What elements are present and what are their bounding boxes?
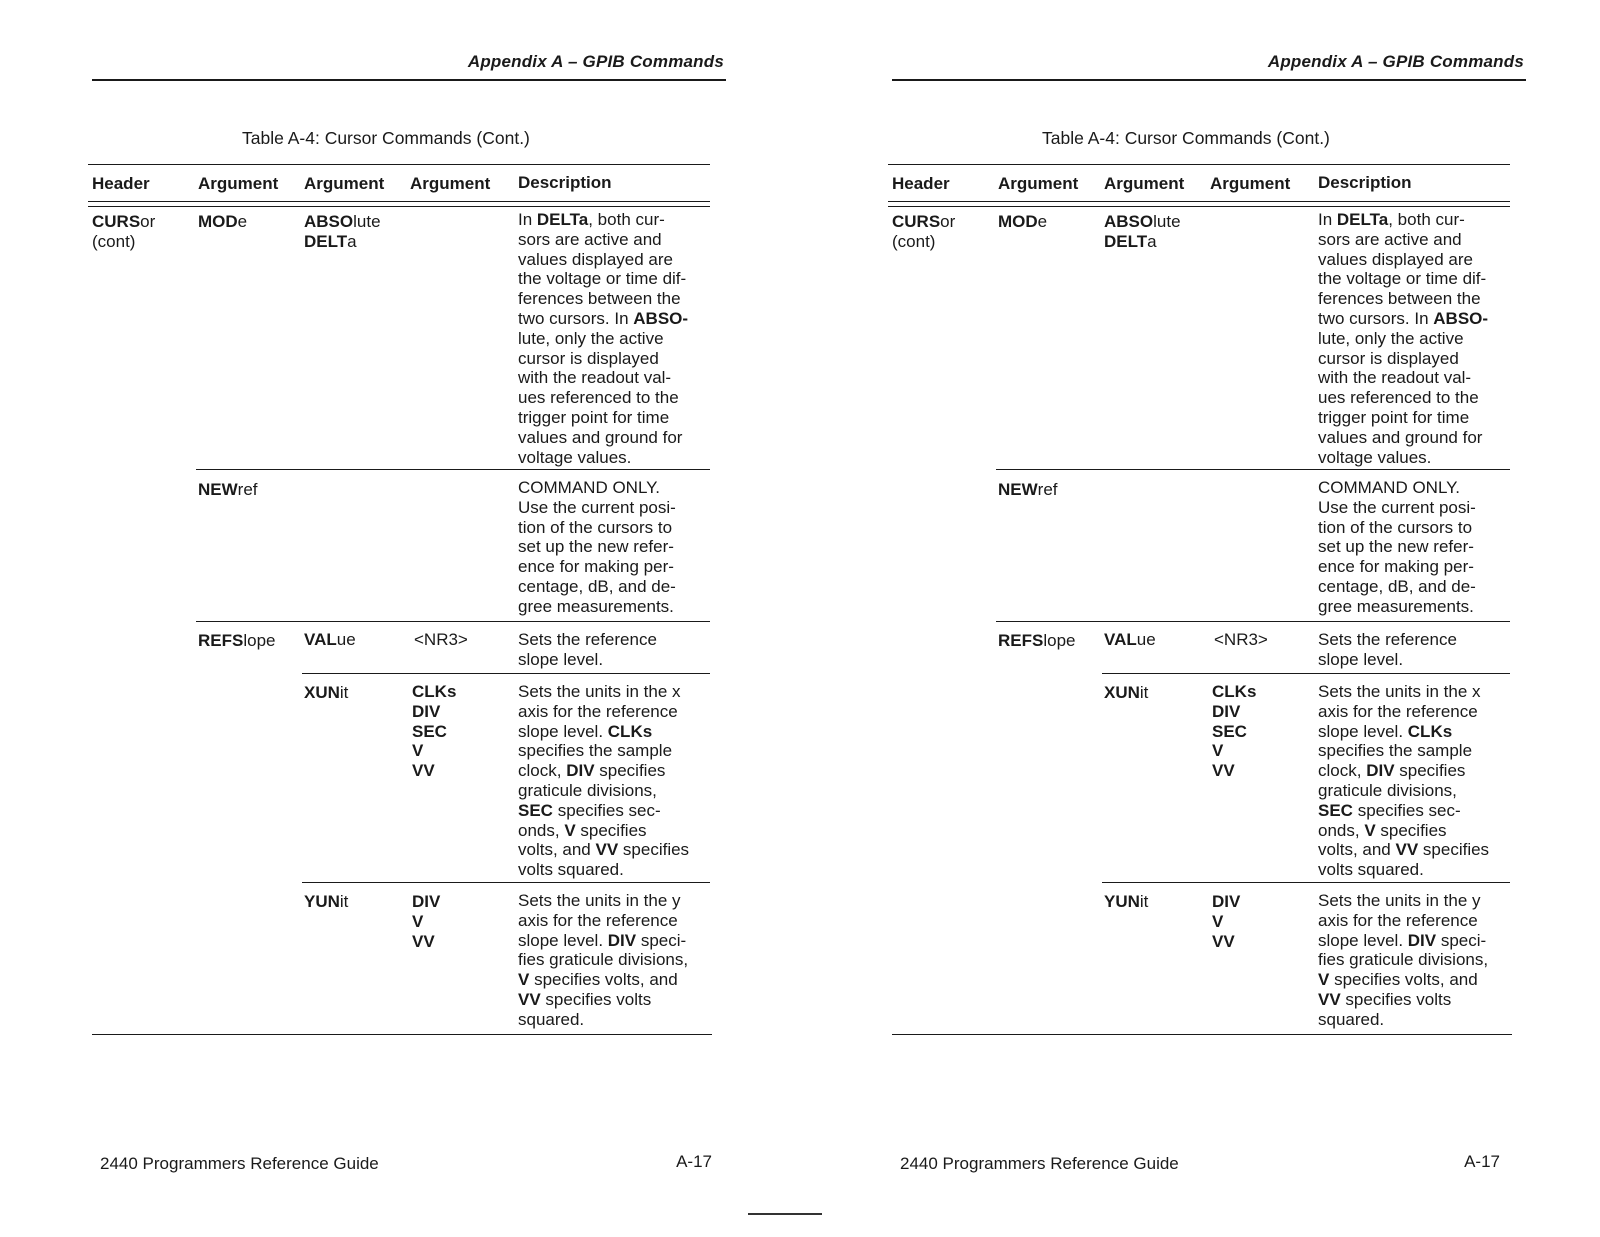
row-mode-description: [518, 210, 688, 467]
row-separator: [1102, 882, 1510, 883]
description-line: lute, only the active: [518, 328, 664, 348]
table-top-rule: [88, 164, 710, 165]
running-head: Appendix A – GPIB Commands: [1267, 52, 1524, 71]
column-header-rule-1: [888, 201, 1510, 202]
description-line: onds, V specifies: [1318, 820, 1447, 840]
row-newref-description: [518, 478, 676, 617]
description-line: two cursors. In ABSO-: [1318, 308, 1489, 328]
table-caption: Table A-4: Cursor Commands (Cont.): [1042, 128, 1330, 148]
column-header-argument-1: Argument: [198, 174, 279, 193]
running-head: Appendix A – GPIB Commands: [467, 52, 724, 71]
description-line: slope level. DIV speci-: [518, 930, 687, 950]
row-xunit-arg2: [304, 683, 348, 703]
arg-rest: ue: [336, 630, 356, 649]
description-line: squared.: [518, 1009, 585, 1029]
description-line: cursor is displayed: [1318, 348, 1459, 368]
description-line: Use the current posi-: [1318, 497, 1476, 517]
row-yunit-arg3: [1212, 892, 1240, 951]
description-line: set up the new refer-: [518, 537, 674, 557]
column-header-argument-3: Argument: [1210, 174, 1291, 193]
description-line: Use the current posi-: [518, 497, 676, 517]
unit-option: CLKs: [1212, 682, 1257, 701]
description-line: ues referenced to the: [1318, 388, 1479, 408]
description-line: clock, DIV specifies: [1318, 761, 1466, 781]
unit-option: VV: [412, 761, 435, 781]
row-value-arg3: <NR3>: [414, 630, 468, 649]
arg-bold: ABSO: [304, 212, 354, 231]
description-line: graticule divisions,: [518, 780, 657, 800]
arg-rest: e: [1037, 212, 1048, 231]
arg-bold: MOD: [998, 212, 1038, 231]
arg-bold: YUN: [304, 892, 340, 911]
column-header-rule-1: [88, 201, 710, 202]
description-line: axis for the reference: [1318, 910, 1478, 930]
description-line: axis for the reference: [518, 910, 678, 930]
row-xunit-description: [518, 682, 689, 880]
description-line: set up the new refer-: [1318, 537, 1474, 557]
description-line: gree measurements.: [1318, 596, 1474, 616]
arg-rest: it: [339, 683, 349, 702]
description-line: volts, and VV specifies: [518, 840, 690, 860]
row-mode-arg2: [1104, 212, 1181, 252]
description-line: the voltage or time dif-: [518, 269, 687, 289]
arg-rest: a: [347, 231, 357, 251]
header-cell: [892, 212, 955, 252]
arg-bold: VAL: [1104, 630, 1137, 649]
arg-rest: ref: [237, 480, 258, 499]
description-line: Sets the units in the x: [518, 682, 681, 701]
arg-bold: NEW: [998, 480, 1038, 499]
arg-rest: lute: [353, 212, 381, 231]
description-line: values displayed are: [518, 249, 673, 269]
description-line: Sets the reference: [1318, 630, 1457, 649]
description-line: slope level.: [1318, 649, 1404, 669]
description-line: squared.: [1318, 1009, 1385, 1029]
description-line: SEC specifies sec-: [1318, 800, 1461, 820]
header-cell-cont: (cont): [92, 231, 136, 251]
description-line: values and ground for: [518, 427, 683, 447]
row-newref-arg1: [998, 480, 1058, 500]
table-bottom-rule: [892, 1034, 1512, 1035]
description-line: volts, and VV specifies: [1318, 840, 1490, 860]
arg-rest: it: [339, 892, 349, 911]
arg-rest: lope: [1043, 631, 1076, 650]
description-line: specifies the sample: [1318, 741, 1473, 761]
description-line: Sets the units in the x: [1318, 682, 1481, 701]
row-value-arg3: <NR3>: [1214, 630, 1268, 649]
description-line: Sets the units in the y: [518, 891, 681, 910]
arg-rest: ref: [1037, 480, 1058, 499]
row-xunit-arg2: [1104, 683, 1148, 703]
column-header-argument-2: Argument: [304, 174, 385, 193]
column-header-rule-2: [88, 206, 710, 207]
arg-bold: NEW: [198, 480, 238, 499]
description-line: tion of the cursors to: [1318, 517, 1473, 537]
description-line: centage, dB, and de-: [1318, 576, 1476, 596]
header-rule: [892, 79, 1526, 81]
page-number: A-17: [676, 1152, 712, 1171]
row-xunit-arg3: [1212, 682, 1256, 781]
row-separator: [302, 882, 710, 883]
row-separator: [302, 673, 710, 674]
description-line: COMMAND ONLY.: [1318, 478, 1461, 497]
unit-option: DIV: [412, 701, 441, 721]
row-separator: [196, 621, 710, 622]
description-line: trigger point for time: [1318, 407, 1470, 427]
row-separator: [996, 469, 1510, 470]
unit-option: DIV: [1212, 701, 1241, 721]
arg-bold: ABSO: [1104, 212, 1154, 231]
header-cell-bold: CURS: [92, 212, 141, 231]
description-line: specifies the sample: [518, 741, 673, 761]
row-value-description: [1318, 630, 1457, 670]
unit-option: VV: [1212, 761, 1235, 781]
arg-bold: REFS: [198, 631, 244, 650]
bottom-edge-mark: [748, 1213, 822, 1215]
description-line: In DELTa, both cur-: [518, 210, 665, 229]
description-line: SEC specifies sec-: [518, 800, 661, 820]
arg-bold: MOD: [198, 212, 238, 231]
row-yunit-arg2: [1104, 892, 1148, 912]
arg-rest: lope: [243, 631, 276, 650]
row-mode-arg1: [198, 212, 247, 232]
description-line: ues referenced to the: [518, 388, 679, 408]
row-mode-arg2: [304, 212, 381, 252]
unit-option: DIV: [1212, 892, 1241, 911]
description-line: Sets the reference: [518, 630, 657, 649]
description-line: fies graticule divisions,: [518, 950, 689, 970]
row-yunit-arg3: [412, 892, 440, 951]
header-cell-bold: CURS: [892, 212, 941, 231]
row-value-arg2: [304, 630, 356, 650]
column-header-description: Description: [1318, 173, 1412, 192]
column-header-header: Header: [92, 174, 150, 193]
unit-option: V: [412, 911, 424, 931]
description-line: ence for making per-: [1318, 557, 1474, 577]
arg-bold: VAL: [304, 630, 337, 649]
description-line: lute, only the active: [1318, 328, 1464, 348]
unit-option: V: [1212, 741, 1224, 761]
row-mode-arg1: [998, 212, 1047, 232]
unit-option: CLKs: [412, 682, 457, 701]
arg-bold: XUN: [304, 683, 340, 702]
unit-option: DIV: [412, 892, 441, 911]
header-rule: [92, 79, 726, 81]
column-header-argument-2: Argument: [1104, 174, 1185, 193]
description-line: ence for making per-: [518, 557, 674, 577]
table-top-rule: [888, 164, 1510, 165]
arg-bold: DELT: [1104, 231, 1148, 251]
description-line: volts squared.: [518, 860, 624, 880]
description-line: VV specifies volts: [1318, 989, 1452, 1009]
description-line: V specifies volts, and: [1318, 970, 1478, 990]
unit-option: V: [412, 741, 424, 761]
row-xunit-arg3: [412, 682, 456, 781]
description-line: onds, V specifies: [518, 820, 647, 840]
row-xunit-description: [1318, 682, 1489, 880]
row-yunit-description: [1318, 891, 1488, 1030]
description-line: voltage values.: [1318, 447, 1432, 467]
arg-bold: REFS: [998, 631, 1044, 650]
arg-bold: YUN: [1104, 892, 1140, 911]
page-number: A-17: [1464, 1152, 1500, 1171]
description-line: slope level.: [518, 649, 604, 669]
header-cell-rest: or: [140, 212, 156, 231]
arg-rest: e: [237, 212, 248, 231]
description-line: gree measurements.: [518, 596, 674, 616]
arg-rest: lute: [1153, 212, 1181, 231]
description-line: with the readout val-: [518, 368, 672, 388]
description-line: tion of the cursors to: [518, 517, 673, 537]
description-line: Sets the units in the y: [1318, 891, 1481, 910]
table-bottom-rule: [92, 1034, 712, 1035]
description-line: volts squared.: [1318, 860, 1424, 880]
column-header-argument-1: Argument: [998, 174, 1079, 193]
column-header-header: Header: [892, 174, 950, 193]
column-header-argument-3: Argument: [410, 174, 491, 193]
description-line: In DELTa, both cur-: [1318, 210, 1465, 229]
row-separator: [996, 621, 1510, 622]
row-separator: [196, 469, 710, 470]
description-line: axis for the reference: [518, 701, 678, 721]
description-line: ferences between the: [518, 289, 681, 309]
arg-bold: XUN: [1104, 683, 1140, 702]
description-line: centage, dB, and de-: [518, 576, 676, 596]
description-line: sors are active and: [1318, 229, 1462, 249]
row-refslope-arg1: [198, 631, 275, 651]
description-line: axis for the reference: [1318, 701, 1478, 721]
description-line: V specifies volts, and: [518, 970, 678, 990]
unit-option: SEC: [412, 721, 447, 741]
unit-option: V: [1212, 911, 1224, 931]
description-line: clock, DIV specifies: [518, 761, 666, 781]
column-header-rule-2: [888, 206, 1510, 207]
description-line: the voltage or time dif-: [1318, 269, 1487, 289]
description-line: values and ground for: [1318, 427, 1483, 447]
description-line: ferences between the: [1318, 289, 1481, 309]
description-line: voltage values.: [518, 447, 632, 467]
unit-option: SEC: [1212, 721, 1247, 741]
right-page: [892, 0, 1532, 1237]
arg-rest: it: [1139, 683, 1149, 702]
row-separator: [1102, 673, 1510, 674]
row-yunit-description: [518, 891, 688, 1030]
row-value-description: [518, 630, 657, 670]
unit-option: VV: [412, 931, 435, 951]
row-refslope-arg1: [998, 631, 1075, 651]
column-header-description: Description: [518, 173, 612, 192]
arg-rest: it: [1139, 892, 1149, 911]
description-line: values displayed are: [1318, 249, 1473, 269]
footer-title: 2440 Programmers Reference Guide: [900, 1154, 1179, 1173]
description-line: with the readout val-: [1318, 368, 1472, 388]
unit-option: VV: [1212, 931, 1235, 951]
arg-bold: DELT: [304, 231, 348, 251]
description-line: cursor is displayed: [518, 348, 659, 368]
row-yunit-arg2: [304, 892, 348, 912]
table-caption: Table A-4: Cursor Commands (Cont.): [242, 128, 530, 148]
description-line: COMMAND ONLY.: [518, 478, 661, 497]
arg-rest: a: [1147, 231, 1157, 251]
row-newref-description: [1318, 478, 1476, 617]
description-line: fies graticule divisions,: [1318, 950, 1489, 970]
description-line: slope level. DIV speci-: [1318, 930, 1487, 950]
description-line: slope level. CLKs: [518, 721, 653, 741]
description-line: VV specifies volts: [518, 989, 652, 1009]
header-cell-cont: (cont): [892, 231, 936, 251]
row-mode-description: [1318, 210, 1488, 467]
description-line: two cursors. In ABSO-: [518, 308, 689, 328]
header-cell: [92, 212, 155, 252]
row-value-arg2: [1104, 630, 1156, 650]
description-line: sors are active and: [518, 229, 662, 249]
description-line: trigger point for time: [518, 407, 670, 427]
description-line: slope level. CLKs: [1318, 721, 1453, 741]
description-line: graticule divisions,: [1318, 780, 1457, 800]
header-cell-rest: or: [940, 212, 956, 231]
left-page: [92, 0, 732, 1237]
arg-rest: ue: [1136, 630, 1156, 649]
footer-title: 2440 Programmers Reference Guide: [100, 1154, 379, 1173]
row-newref-arg1: [198, 480, 258, 500]
